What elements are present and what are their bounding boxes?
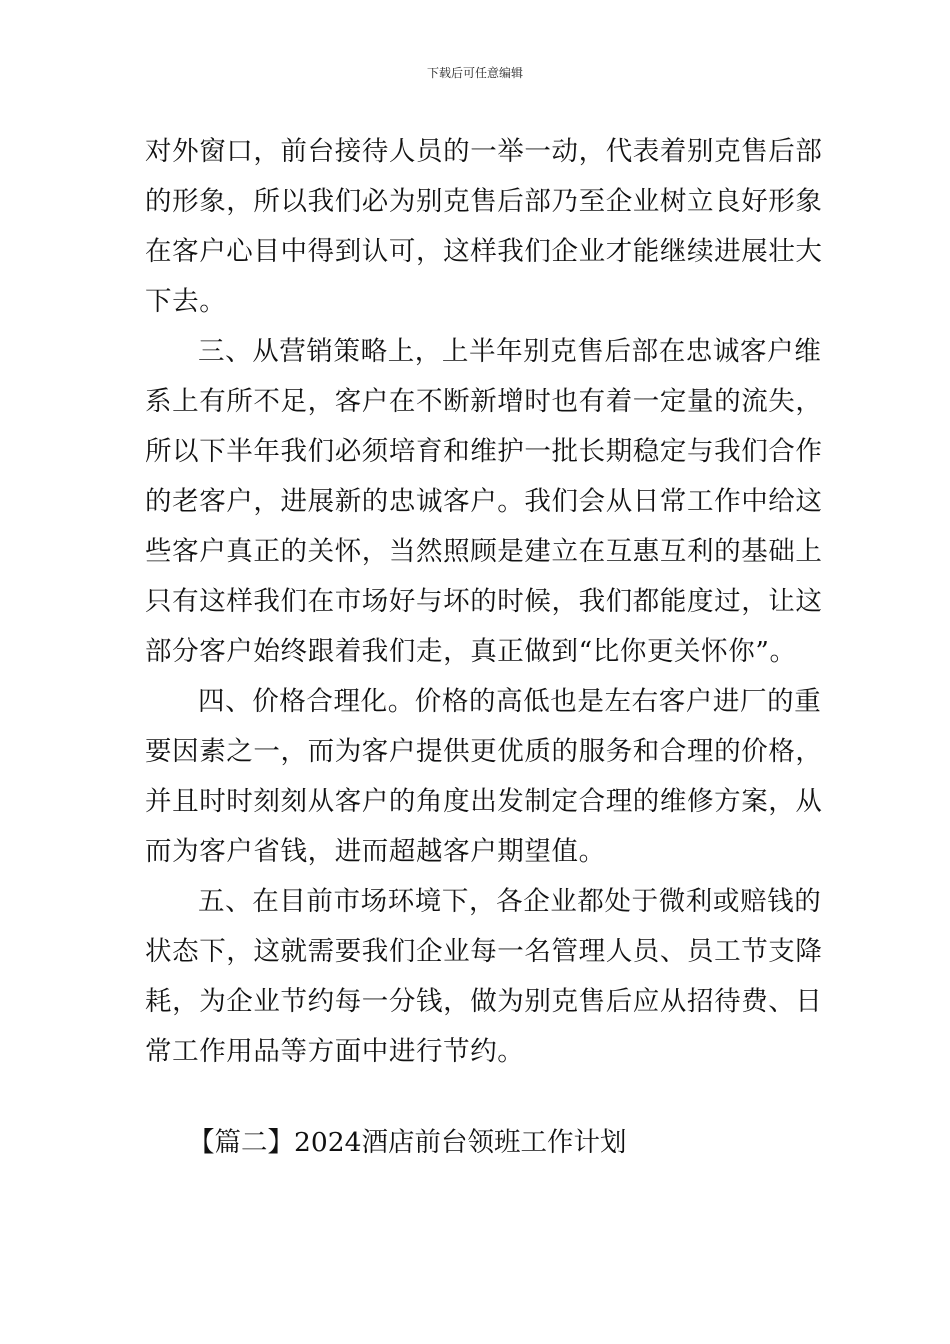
text-line: 部分客户始终跟着我们走，真正做到“比你更关怀你”。 (145, 636, 797, 667)
text-line: 的形象，所以我们必为别克售后部乃至企业树立良好形象 (145, 186, 823, 217)
text-line: 要因素之一，而为客户提供更优质的服务和合理的价格， (145, 736, 823, 767)
text-line: 的老客户，进展新的忠诚客户。我们会从日常工作中给这 (145, 486, 823, 517)
text-line: 系上有所不足，客户在不断新增时也有着一定量的流失， (145, 386, 823, 417)
document-body (145, 127, 823, 1077)
text-line: 所以下半年我们必须培育和维护一批长期稳定与我们合作 (145, 436, 823, 467)
text-line: 常工作用品等方面中进行节约。 (145, 1036, 525, 1067)
text-line: 在客户心目中得到认可，这样我们企业才能继续进展壮大 (145, 236, 823, 267)
section-title: 【篇二】2024酒店前台领班工作计划 (188, 1127, 627, 1158)
text-line: 而为客户省钱，进而超越客户期望值。 (145, 836, 606, 867)
paragraph-five-start: 五、在目前市场环境下，各企业都处于微利或赔钱的 (198, 886, 822, 917)
text-line: 下去。 (145, 286, 227, 317)
text-line: 对外窗口，前台接待人员的一举一动，代表着别克售后部 (145, 136, 823, 167)
text-line: 耗，为企业节约每一分钱，做为别克售后应从招待费、日 (145, 986, 823, 1017)
paragraph-four-start: 四、价格合理化。价格的高低也是左右客户进厂的重 (198, 686, 822, 717)
text-line: 并且时时刻刻从客户的角度出发制定合理的维修方案，从 (145, 786, 823, 817)
page-header: 下载后可任意编辑 (426, 66, 523, 80)
text-line: 些客户真正的关怀，当然照顾是建立在互惠互利的基础上 (145, 536, 823, 567)
paragraph-three-start: 三、从营销策略上，上半年别克售后部在忠诚客户维 (198, 336, 822, 367)
text-line: 状态下，这就需要我们企业每一名管理人员、员工节支降 (145, 936, 823, 967)
text-line: 只有这样我们在市场好与坏的时候，我们都能度过，让这 (145, 586, 823, 617)
